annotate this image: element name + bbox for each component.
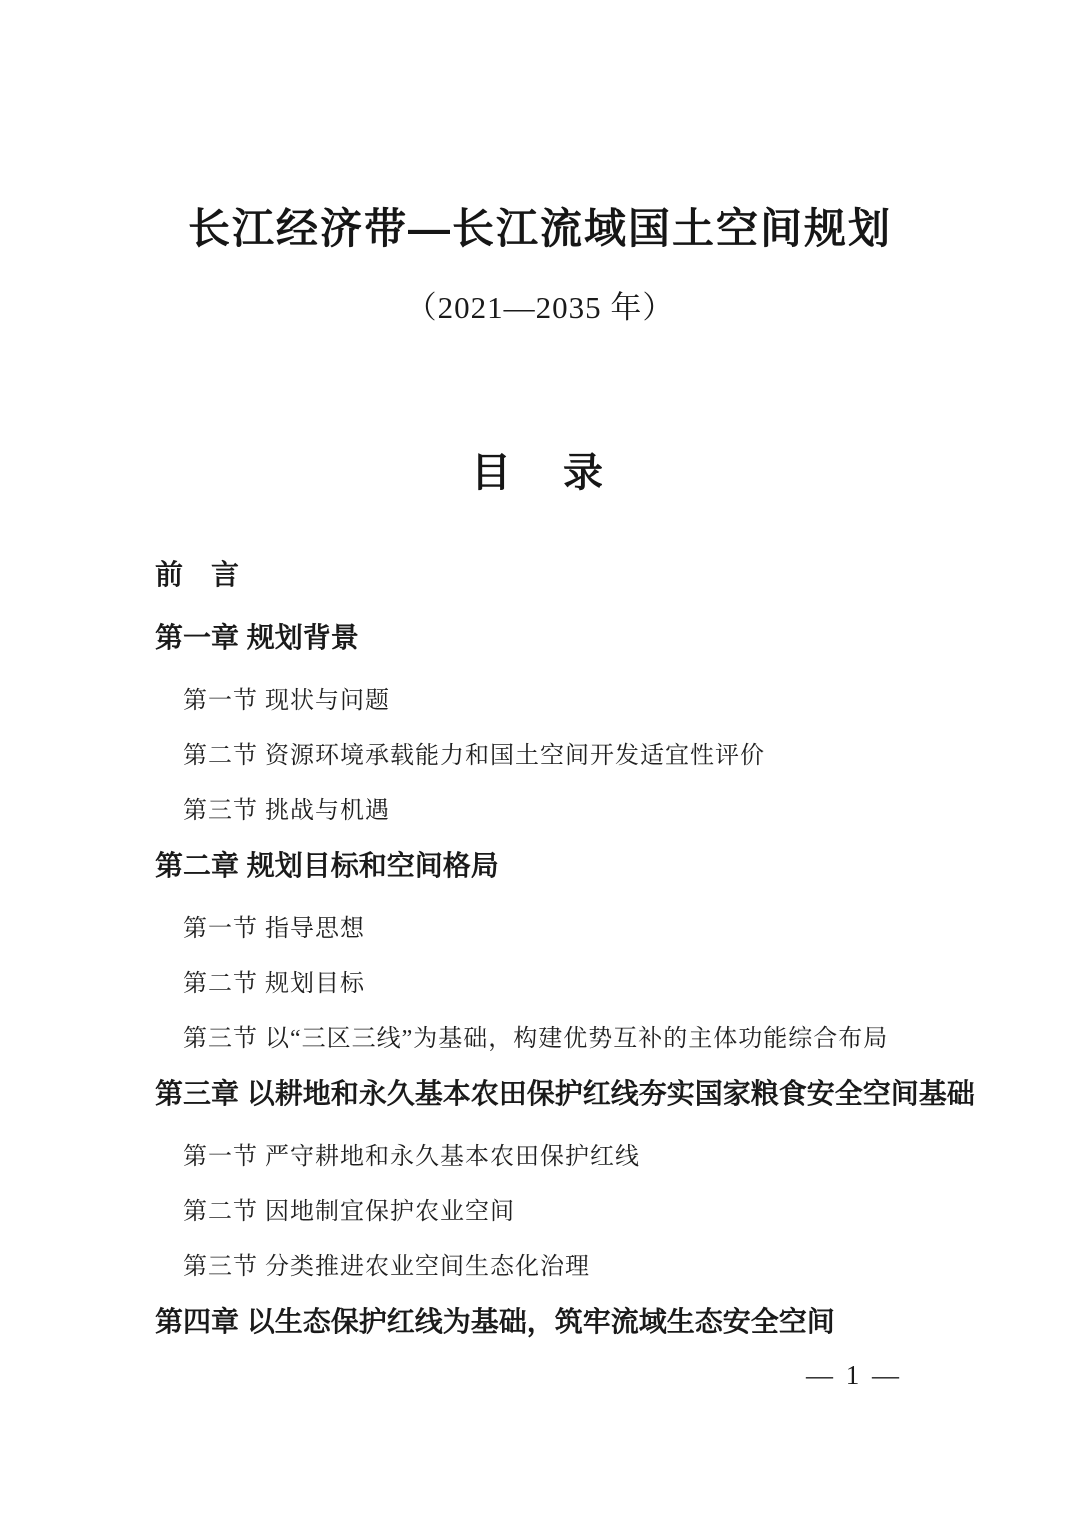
- toc-entry-chapter-2-section-1: 第一节 指导思想: [183, 915, 365, 942]
- table-of-contents: [155, 558, 975, 1337]
- document-title: 长江经济带—长江流域国土空间规划: [187, 205, 892, 252]
- toc-entry-chapter-1-section-3: 第三节 挑战与机遇: [183, 797, 390, 824]
- toc-entry-chapter-3-section-3: 第三节 分类推进农业空间生态化治理: [183, 1253, 590, 1280]
- toc-entry-chapter-3-section-2: 第二节 因地制宜保护农业空间: [183, 1198, 515, 1225]
- toc-entry-chapter-1-section-2: 第二节 资源环境承载能力和国土空间开发适宜性评价: [183, 742, 765, 769]
- toc-entry-chapter-2-section-2: 第二节 规划目标: [183, 970, 365, 997]
- toc-entry-chapter-1: 第一章 规划背景: [155, 621, 359, 653]
- toc-entry-chapter-2-section-3: 第三节 以“三区三线”为基础，构建优势互补的主体功能综合布局: [183, 1025, 889, 1052]
- toc-entry-chapter-4: 第四章 以生态保护红线为基础，筑牢流域生态安全空间: [155, 1305, 835, 1337]
- toc-entry-preface: 前 言: [155, 558, 240, 590]
- page-number: — 1 —: [806, 1360, 902, 1390]
- toc-entry-chapter-1-section-1: 第一节 现状与问题: [183, 687, 390, 714]
- document-subtitle: （2021—2035 年）: [405, 290, 675, 326]
- toc-entry-chapter-2: 第二章 规划目标和空间格局: [155, 849, 499, 881]
- toc-heading: 目 录: [471, 450, 609, 495]
- toc-entry-chapter-3-section-1: 第一节 严守耕地和永久基本农田保护红线: [183, 1143, 640, 1170]
- toc-entry-chapter-3: 第三章 以耕地和永久基本农田保护红线夯实国家粮食安全空间基础: [155, 1077, 975, 1109]
